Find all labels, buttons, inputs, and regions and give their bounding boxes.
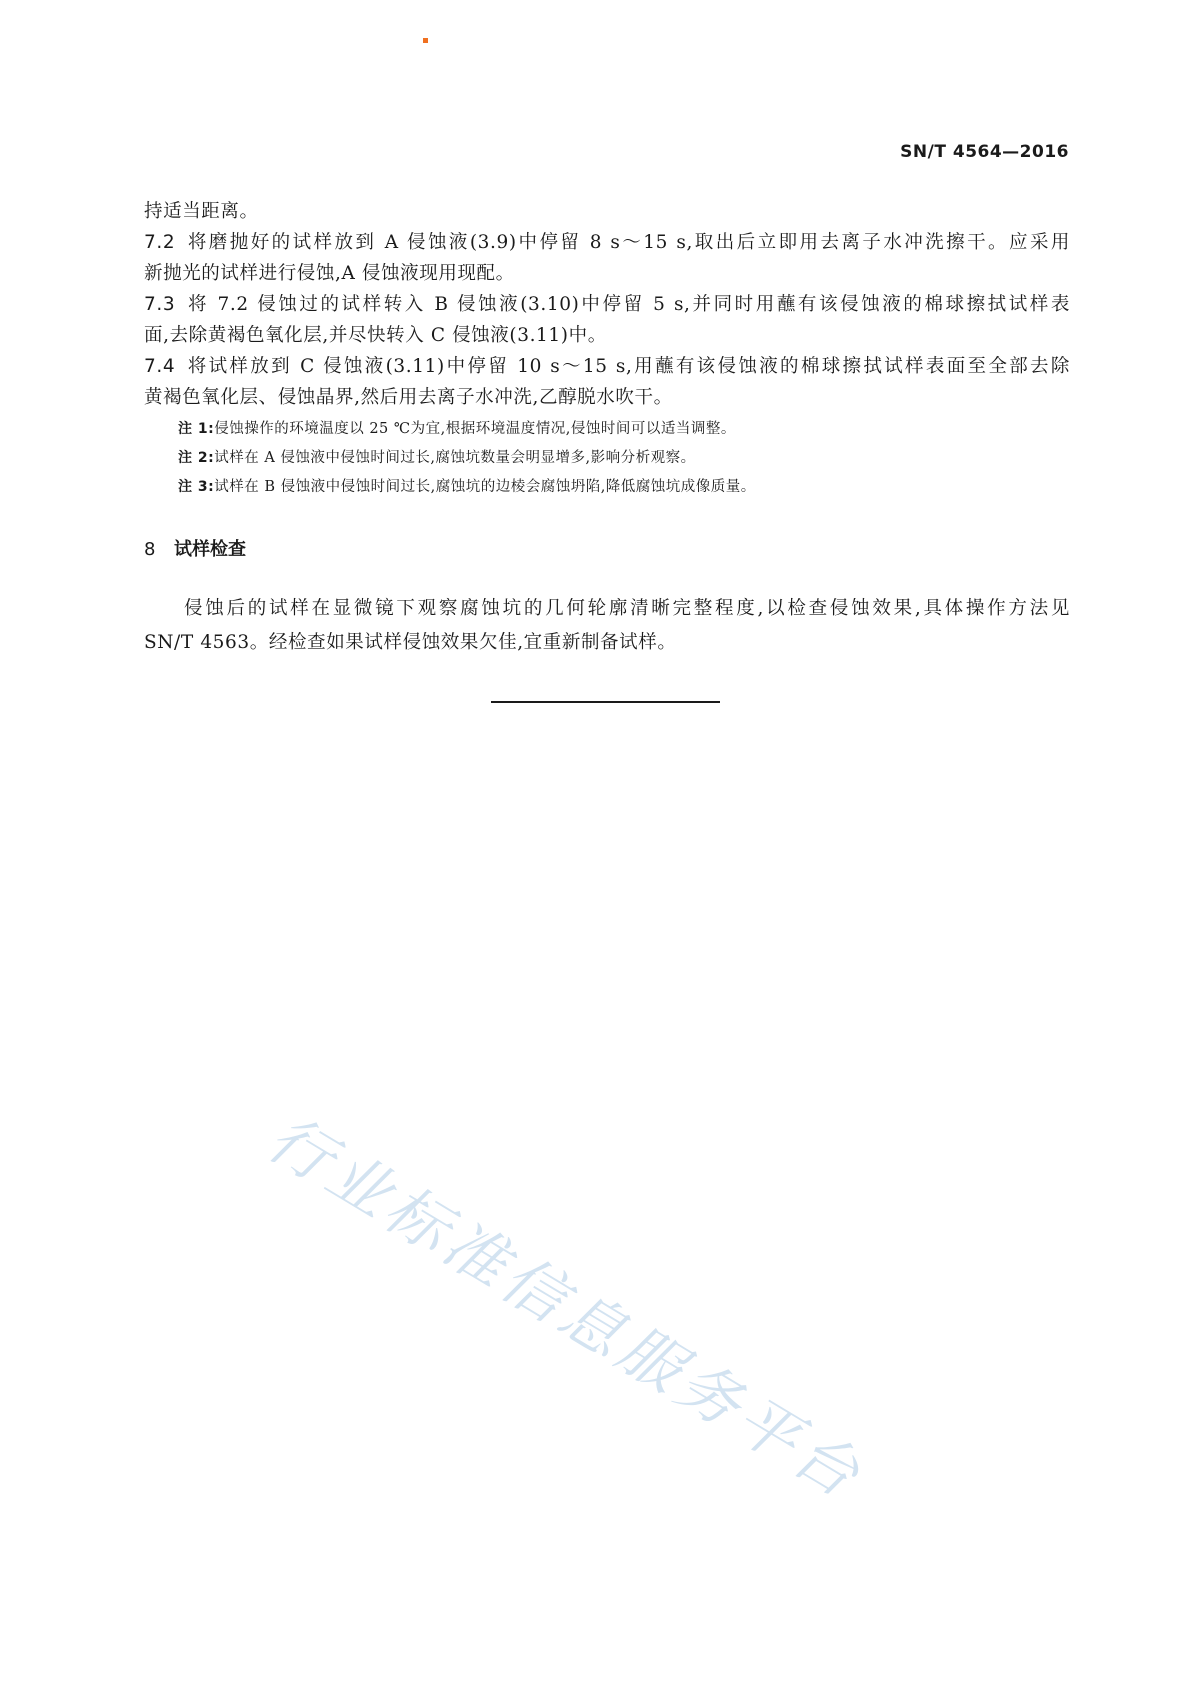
- clause-7-3-line-1: 7.3 将 7.2 侵蚀过的试样转入 B 侵蚀液(3.10)中停留 5 s,并同时用蘸有该侵蚀液的棉球擦拭试样表: [144, 289, 1070, 320]
- clause-7-3-line-2: 面,去除黄褐色氧化层,并尽快转入 C 侵蚀液(3.11)中。: [144, 325, 607, 346]
- section-8-line-2: SN/T 4563。经检查如果试样侵蚀效果欠佳,宜重新制备试样。: [144, 632, 677, 653]
- clause-7-2-line-1: 7.2 将磨抛好的试样放到 A 侵蚀液(3.9)中停留 8 s～15 s,取出后立即用去离子水冲洗擦干。应采用: [144, 227, 1070, 258]
- section-number: 8: [144, 539, 156, 560]
- continuation-line: 持适当距离。: [144, 201, 259, 222]
- clause-7-2-line-2: 新抛光的试样进行侵蚀,A 侵蚀液现用现配。: [144, 263, 515, 284]
- notes-list: [144, 415, 1070, 502]
- note-3: 注 3:试样在 B 侵蚀液中侵蚀时间过长,腐蚀坑的边棱会腐蚀坍陷,降低腐蚀坑成像质量。: [178, 479, 756, 495]
- clause-number: 7.4: [144, 356, 176, 377]
- end-rule: [491, 701, 720, 703]
- standard-code: SN/T 4564—2016: [900, 142, 1069, 162]
- section-8-paragraph: [144, 592, 1070, 660]
- section-8-heading: [144, 535, 246, 561]
- section-8-line-1: 侵蚀后的试样在显微镜下观察腐蚀坑的几何轮廓清晰完整程度,以检查侵蚀效果,具体操作方法见: [184, 598, 1070, 619]
- orange-marker: [423, 38, 428, 43]
- watermark: 行业标准信息服务平台: [255, 1101, 877, 1514]
- section-7-body: [144, 196, 1070, 502]
- clause-number: 7.3: [144, 294, 176, 315]
- clause-7-4-line-1: 7.4 将试样放到 C 侵蚀液(3.11)中停留 10 s～15 s,用蘸有该侵蚀液的棉球擦拭试样表面至全部去除: [144, 351, 1070, 382]
- note-2: 注 2:试样在 A 侵蚀液中侵蚀时间过长,腐蚀坑数量会明显增多,影响分析观察。: [178, 450, 696, 466]
- clause-number: 7.2: [144, 232, 176, 253]
- section-title: 试样检查: [174, 539, 246, 560]
- note-1: 注 1:侵蚀操作的环境温度以 25 ℃为宜,根据环境温度情况,侵蚀时间可以适当调整。: [178, 421, 736, 437]
- clause-7-4-line-2: 黄褐色氧化层、侵蚀晶界,然后用去离子水冲洗,乙醇脱水吹干。: [144, 387, 673, 408]
